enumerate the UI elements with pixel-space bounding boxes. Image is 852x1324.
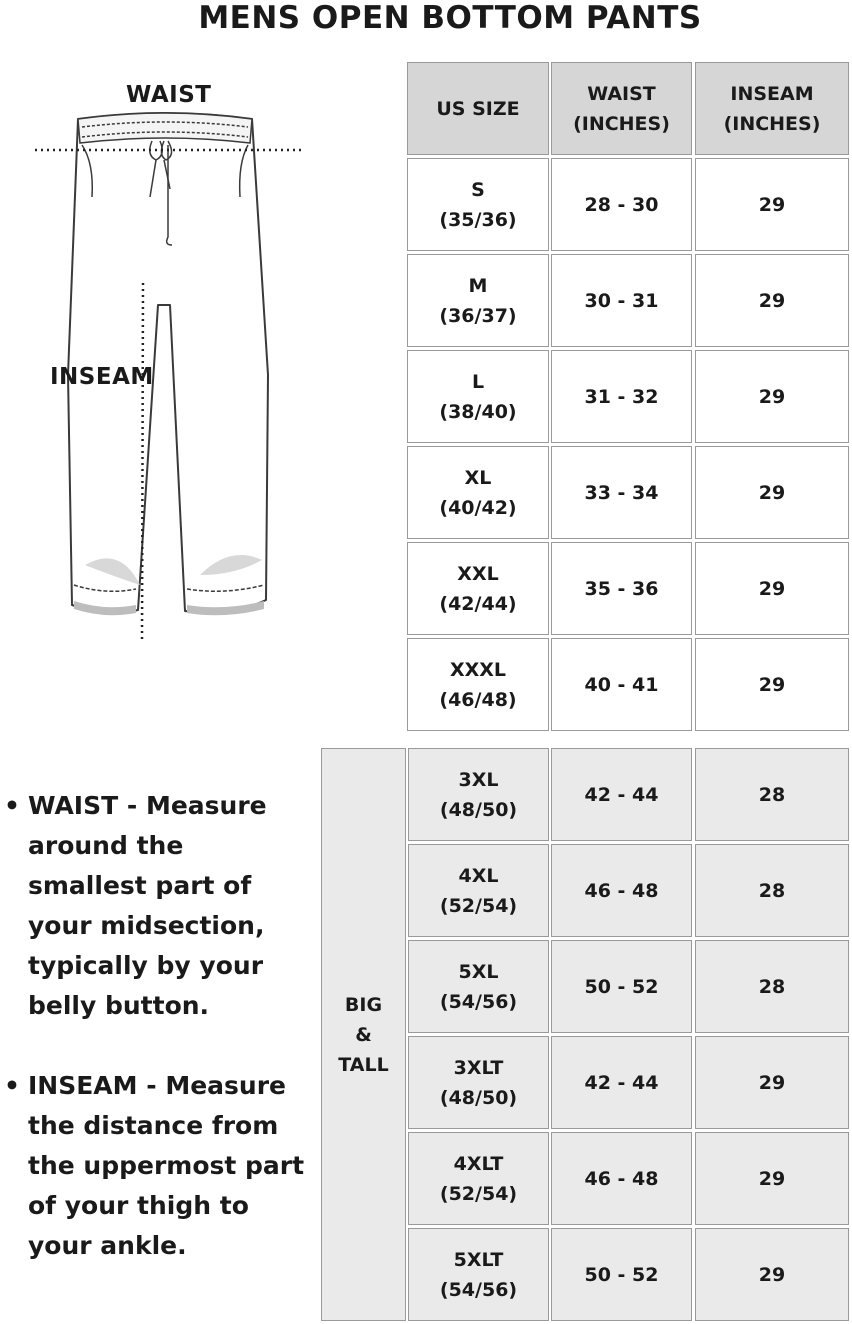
inseam-cell: 28 (695, 748, 849, 841)
size-alt-label: (54/56) (439, 990, 518, 1013)
waist-cell: 46 - 48 (551, 1132, 692, 1225)
size-label: 4XL (458, 864, 499, 887)
size-cell (408, 748, 549, 841)
inseam-cell: 29 (695, 638, 849, 731)
waist-cell: 30 - 31 (551, 254, 692, 347)
waist-label: WAIST (126, 82, 212, 108)
size-alt-label: (38/40) (439, 400, 517, 423)
header-us-size-label: US SIZE (436, 97, 520, 120)
waist-cell: 42 - 44 (551, 1036, 692, 1129)
big-tall-label-line3: TALL (338, 1053, 389, 1076)
size-cell (407, 638, 549, 731)
big-tall-label-line1: BIG (344, 993, 383, 1016)
inseam-cell: 29 (695, 446, 849, 539)
waist-cell: 33 - 34 (551, 446, 692, 539)
waist-instruction (0, 786, 310, 1026)
bullet-marker: • (4, 1071, 20, 1100)
size-alt-label: (42/44) (439, 592, 517, 615)
size-cell (408, 1036, 549, 1129)
inseam-cell: 29 (695, 1132, 849, 1225)
size-label: 5XL (458, 960, 499, 983)
size-alt-label: (40/42) (439, 496, 517, 519)
size-label: XXL (457, 562, 499, 585)
inseam-cell: 28 (695, 844, 849, 937)
header-inseam-line1: INSEAM (730, 82, 814, 105)
header-us-size (407, 62, 549, 155)
big-tall-label-line2: & (355, 1023, 372, 1046)
size-alt-label: (35/36) (439, 208, 517, 231)
waist-cell: 28 - 30 (551, 158, 692, 251)
waist-cell: 35 - 36 (551, 542, 692, 635)
size-cell (407, 254, 549, 347)
bullet-marker: • (4, 791, 20, 820)
size-cell (408, 844, 549, 937)
size-label: 3XLT (453, 1056, 504, 1079)
measurement-instructions (0, 786, 310, 1266)
inseam-cell: 28 (695, 940, 849, 1033)
size-cell (407, 350, 549, 443)
inseam-cell: 29 (695, 254, 849, 347)
inseam-label: INSEAM (50, 364, 154, 390)
size-label: 4XLT (453, 1152, 504, 1175)
waist-cell: 42 - 44 (551, 748, 692, 841)
size-alt-label: (48/50) (439, 798, 518, 821)
inseam-cell: 29 (695, 1228, 849, 1321)
size-cell (407, 446, 549, 539)
size-alt-label: (54/56) (439, 1278, 518, 1301)
waist-cell: 50 - 52 (551, 1228, 692, 1321)
inseam-instruction (0, 1066, 310, 1266)
big-tall-label (321, 748, 406, 1321)
inseam-cell: 29 (695, 1036, 849, 1129)
inseam-cell: 29 (695, 158, 849, 251)
size-alt-label: (48/50) (439, 1086, 518, 1109)
waist-cell: 31 - 32 (551, 350, 692, 443)
waist-cell: 50 - 52 (551, 940, 692, 1033)
header-waist (551, 62, 692, 155)
size-alt-label: (46/48) (439, 688, 517, 711)
size-label: XL (464, 466, 492, 489)
size-label: XXXL (449, 658, 507, 681)
inseam-cell: 29 (695, 542, 849, 635)
header-inseam (695, 62, 849, 155)
size-cell (408, 940, 549, 1033)
size-alt-label: (52/54) (439, 894, 518, 917)
header-waist-line1: WAIST (587, 82, 656, 105)
size-label: 3XL (458, 768, 499, 791)
header-inseam-line2: (INCHES) (723, 112, 821, 135)
inseam-cell: 29 (695, 350, 849, 443)
size-cell (407, 158, 549, 251)
page-title: MENS OPEN BOTTOM PANTS (198, 0, 702, 36)
inseam-instruction-text: INSEAM - Measure the distance from the uppermost part of your thigh to your ankle. (28, 1071, 305, 1260)
size-alt-label: (36/37) (439, 304, 517, 327)
size-cell (408, 1228, 549, 1321)
size-alt-label: (52/54) (439, 1182, 518, 1205)
size-label: M (468, 274, 488, 297)
header-waist-line2: (INCHES) (573, 112, 670, 135)
waist-cell: 40 - 41 (551, 638, 692, 731)
size-cell (407, 542, 549, 635)
size-label: L (471, 370, 485, 393)
size-label: 5XLT (453, 1248, 504, 1271)
waist-cell: 46 - 48 (551, 844, 692, 937)
waist-instruction-text: WAIST - Measure around the smallest part of your midsection, typically by your belly button. (28, 791, 267, 1020)
size-cell (408, 1132, 549, 1225)
size-label: S (471, 178, 485, 201)
